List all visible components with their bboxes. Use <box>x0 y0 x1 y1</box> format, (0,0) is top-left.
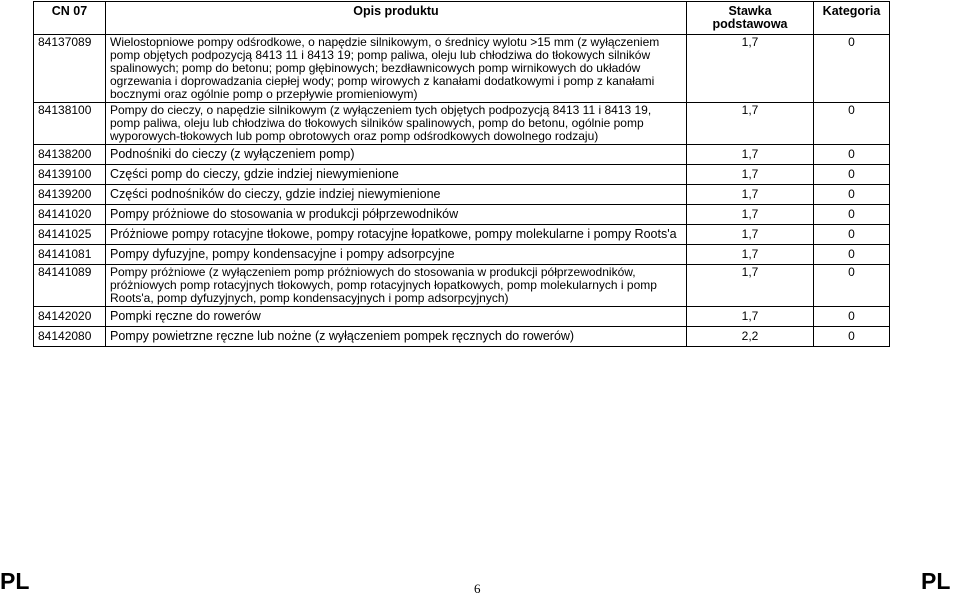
table-row <box>34 245 890 265</box>
product-description: Pompy powietrzne ręczne lub nożne (z wyłączeniem pompek ręcznych do rowerów) <box>106 327 687 347</box>
category: 0 <box>814 327 890 347</box>
product-description: Pompy próżniowe (z wyłączeniem pomp próżniowych do stosowania w produkcji półprzewodników, próżniowych pomp rotacyjnych tłokowych, pomp rotacyjnych łopatkowych, pomp molekularnych i pomp Roots'a, pomp dyfuzyjnych, pomp kondensacyjnych i pomp adsorpcyjnych) <box>106 265 687 307</box>
category: 0 <box>814 35 890 103</box>
base-rate: 1,7 <box>687 145 814 165</box>
table-row <box>34 185 890 205</box>
product-description: Części pomp do cieczy, gdzie indziej niewymienione <box>106 165 687 185</box>
category: 0 <box>814 145 890 165</box>
category: 0 <box>814 205 890 225</box>
product-description: Pompy dyfuzyjne, pompy kondensacyjne i pompy adsorpcyjne <box>106 245 687 265</box>
table-row <box>34 145 890 165</box>
table-row <box>34 327 890 347</box>
footer-language-code-left: PL <box>0 568 30 594</box>
base-rate: 1,7 <box>687 165 814 185</box>
table-row <box>34 165 890 185</box>
header-description: Opis produktu <box>106 2 687 35</box>
category: 0 <box>814 307 890 327</box>
base-rate: 1,7 <box>687 185 814 205</box>
cn-code: 84141081 <box>34 245 106 265</box>
product-description: Pompki ręczne do rowerów <box>106 307 687 327</box>
category: 0 <box>814 103 890 145</box>
category: 0 <box>814 245 890 265</box>
tariff-table <box>33 1 890 347</box>
base-rate: 1,7 <box>687 205 814 225</box>
header-rate: Stawka podstawowa <box>687 2 814 35</box>
base-rate: 1,7 <box>687 35 814 103</box>
product-description: Pompy do cieczy, o napędzie silnikowym (z wyłączeniem tych objętych podpozycją 8413 11 i 8413 19, pomp paliwa, oleju lub chłodziwa do tłokowych silników spalinowych, pomp do betonu, ogólnie pomp wyporowych-tłokowych lub pomp obrotowych oraz pomp odśrodkowych dowolnego rodzaju) <box>106 103 687 145</box>
category: 0 <box>814 265 890 307</box>
cn-code: 84141089 <box>34 265 106 307</box>
cn-code: 84139100 <box>34 165 106 185</box>
table-row <box>34 205 890 225</box>
table-row <box>34 265 890 307</box>
cn-code: 84137089 <box>34 35 106 103</box>
base-rate: 2,2 <box>687 327 814 347</box>
base-rate: 1,7 <box>687 103 814 145</box>
base-rate: 1,7 <box>687 225 814 245</box>
header-cn: CN 07 <box>34 2 106 35</box>
product-description: Podnośniki do cieczy (z wyłączeniem pomp) <box>106 145 687 165</box>
base-rate: 1,7 <box>687 245 814 265</box>
base-rate: 1,7 <box>687 307 814 327</box>
product-description: Pompy próżniowe do stosowania w produkcji półprzewodników <box>106 205 687 225</box>
base-rate: 1,7 <box>687 265 814 307</box>
category: 0 <box>814 165 890 185</box>
footer-language-code-right: PL <box>921 568 951 594</box>
table-row <box>34 307 890 327</box>
table-header-row <box>34 2 890 35</box>
product-description: Próżniowe pompy rotacyjne tłokowe, pompy rotacyjne łopatkowe, pompy molekularne i pompy Roots'a <box>106 225 687 245</box>
table-row <box>34 35 890 103</box>
page-number: 6 <box>474 581 481 596</box>
table-row <box>34 225 890 245</box>
cn-code: 84138100 <box>34 103 106 145</box>
cn-code: 84138200 <box>34 145 106 165</box>
cn-code: 84141020 <box>34 205 106 225</box>
category: 0 <box>814 225 890 245</box>
cn-code: 84142080 <box>34 327 106 347</box>
cn-code: 84142020 <box>34 307 106 327</box>
cn-code: 84141025 <box>34 225 106 245</box>
product-description: Części podnośników do cieczy, gdzie indziej niewymienione <box>106 185 687 205</box>
table-row <box>34 103 890 145</box>
cn-code: 84139200 <box>34 185 106 205</box>
header-category: Kategoria <box>814 2 890 35</box>
category: 0 <box>814 185 890 205</box>
product-description: Wielostopniowe pompy odśrodkowe, o napędzie silnikowym, o średnicy wylotu >15 mm (z wyłączeniem pomp objętych podpozycją 8413 11 i 8413 19; pomp paliwa, oleju lub chłodziwa do tłokowych silników spalinowych; pomp do betonu; pomp głębinowych; bezdławnicowych pomp wirnikowych do układów ogrzewania i doprowadzania ciepłej wody; pomp wirowych z kanałami dodatkowymi i pomp z kanałami bocznymi oraz ogólnie pomp o przepływie promieniowym) <box>106 35 687 103</box>
